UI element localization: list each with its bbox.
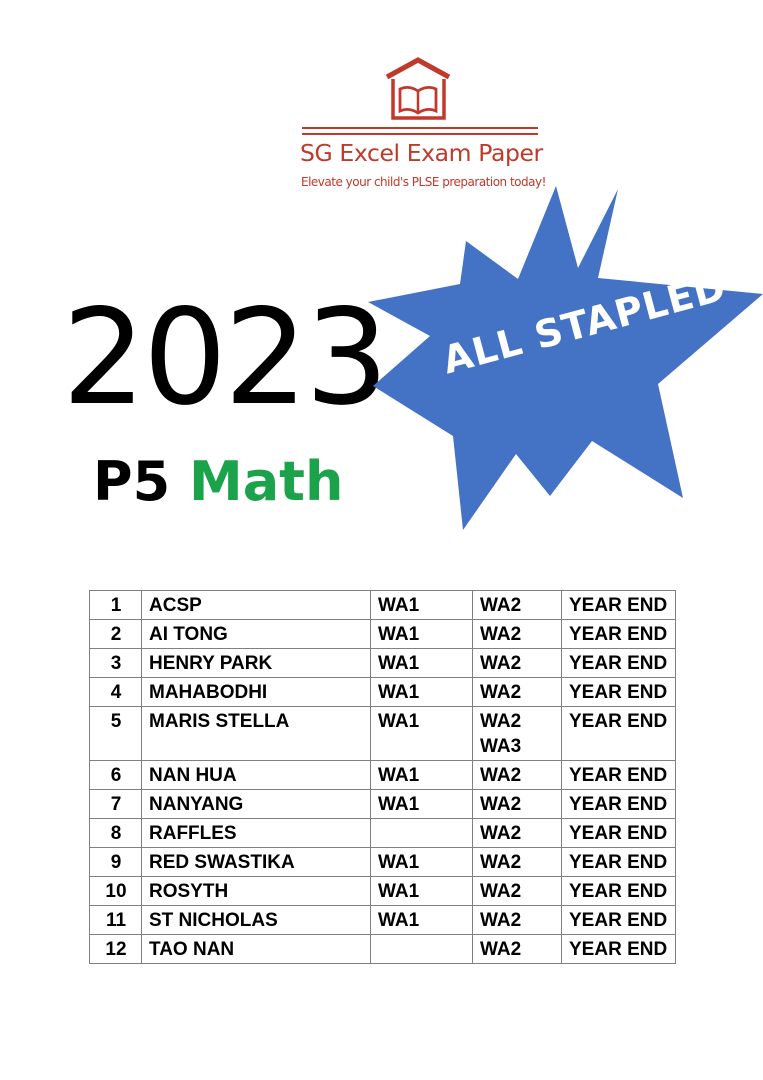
row-number: 8	[90, 819, 142, 848]
school-name: AI TONG	[142, 620, 371, 649]
wa-paper-label: WA2	[480, 765, 522, 786]
table-row	[90, 935, 676, 964]
row-number: 1	[90, 591, 142, 620]
wa-paper-label: WA2	[480, 624, 522, 645]
school-name: ACSP	[142, 591, 371, 620]
row-number: 7	[90, 790, 142, 819]
wa2-cell	[473, 678, 562, 707]
wa-paper-label: WA2	[480, 939, 522, 960]
wa-paper-label: WA2	[480, 653, 522, 674]
year-end-cell: YEAR END	[562, 819, 676, 848]
brand-tagline: Elevate your child's PLSE preparation today!	[301, 175, 546, 189]
school-name: NAN HUA	[142, 761, 371, 790]
school-name: ROSYTH	[142, 877, 371, 906]
wa2-cell	[473, 877, 562, 906]
wa-paper-label: WA3	[480, 736, 522, 757]
row-number: 12	[90, 935, 142, 964]
year-end-cell: YEAR END	[562, 848, 676, 877]
wa1-cell: WA1	[371, 591, 473, 620]
grade-label: P5	[93, 450, 171, 513]
school-name: RED SWASTIKA	[142, 848, 371, 877]
wa-paper-label: WA2	[480, 794, 522, 815]
year-end-cell: YEAR END	[562, 620, 676, 649]
wa-paper-label: WA2	[480, 881, 522, 902]
school-book-icon	[384, 56, 454, 122]
wa1-cell: WA1	[371, 620, 473, 649]
table-row	[90, 848, 676, 877]
wa2-cell	[473, 906, 562, 935]
year-end-cell: YEAR END	[562, 906, 676, 935]
year-end-cell: YEAR END	[562, 761, 676, 790]
wa1-cell	[371, 935, 473, 964]
row-number: 5	[90, 707, 142, 761]
logo-rule-lines	[300, 126, 540, 138]
wa-paper-label: WA2	[480, 711, 522, 732]
brand-name: SG Excel Exam Paper	[300, 139, 543, 167]
table-row	[90, 877, 676, 906]
table-row	[90, 591, 676, 620]
school-name: MAHABODHI	[142, 678, 371, 707]
wa1-cell: WA1	[371, 877, 473, 906]
school-name: HENRY PARK	[142, 649, 371, 678]
wa1-cell: WA1	[371, 678, 473, 707]
year-end-cell: YEAR END	[562, 707, 676, 761]
year-end-cell: YEAR END	[562, 790, 676, 819]
wa1-cell: WA1	[371, 707, 473, 761]
year-title: 2023	[62, 281, 386, 435]
row-number: 6	[90, 761, 142, 790]
wa1-cell: WA1	[371, 906, 473, 935]
school-name: RAFFLES	[142, 819, 371, 848]
year-end-cell: YEAR END	[562, 678, 676, 707]
brand-logo	[300, 56, 546, 196]
row-number: 9	[90, 848, 142, 877]
table-row	[90, 906, 676, 935]
row-number: 4	[90, 678, 142, 707]
wa-paper-label: WA2	[480, 852, 522, 873]
table-row	[90, 790, 676, 819]
wa2-cell	[473, 707, 562, 761]
year-end-cell: YEAR END	[562, 877, 676, 906]
school-name: MARIS STELLA	[142, 707, 371, 761]
wa-paper-label: WA2	[480, 823, 522, 844]
table-row	[90, 761, 676, 790]
row-number: 2	[90, 620, 142, 649]
wa-paper-label: WA2	[480, 595, 522, 616]
year-end-cell: YEAR END	[562, 935, 676, 964]
school-name: TAO NAN	[142, 935, 371, 964]
wa2-cell	[473, 935, 562, 964]
wa-paper-label: WA2	[480, 910, 522, 931]
wa1-cell: WA1	[371, 848, 473, 877]
table-row	[90, 620, 676, 649]
wa2-cell	[473, 848, 562, 877]
year-end-cell: YEAR END	[562, 649, 676, 678]
wa1-cell: WA1	[371, 649, 473, 678]
subject-title	[93, 450, 344, 513]
row-number: 11	[90, 906, 142, 935]
subject-label: Math	[188, 450, 344, 513]
wa2-cell	[473, 790, 562, 819]
year-end-cell: YEAR END	[562, 591, 676, 620]
papers-table	[89, 590, 676, 964]
wa2-cell	[473, 819, 562, 848]
wa2-cell	[473, 591, 562, 620]
wa1-cell: WA1	[371, 761, 473, 790]
school-name: ST NICHOLAS	[142, 906, 371, 935]
wa2-cell	[473, 620, 562, 649]
starburst-badge	[368, 186, 763, 532]
wa1-cell	[371, 819, 473, 848]
table-row	[90, 707, 676, 761]
wa2-cell	[473, 761, 562, 790]
wa1-cell: WA1	[371, 790, 473, 819]
table-row	[90, 678, 676, 707]
row-number: 3	[90, 649, 142, 678]
wa2-cell	[473, 649, 562, 678]
table-row	[90, 649, 676, 678]
badge-text: ALL STAPLED	[438, 264, 731, 383]
row-number: 10	[90, 877, 142, 906]
wa-paper-label: WA2	[480, 682, 522, 703]
table-row	[90, 819, 676, 848]
school-name: NANYANG	[142, 790, 371, 819]
